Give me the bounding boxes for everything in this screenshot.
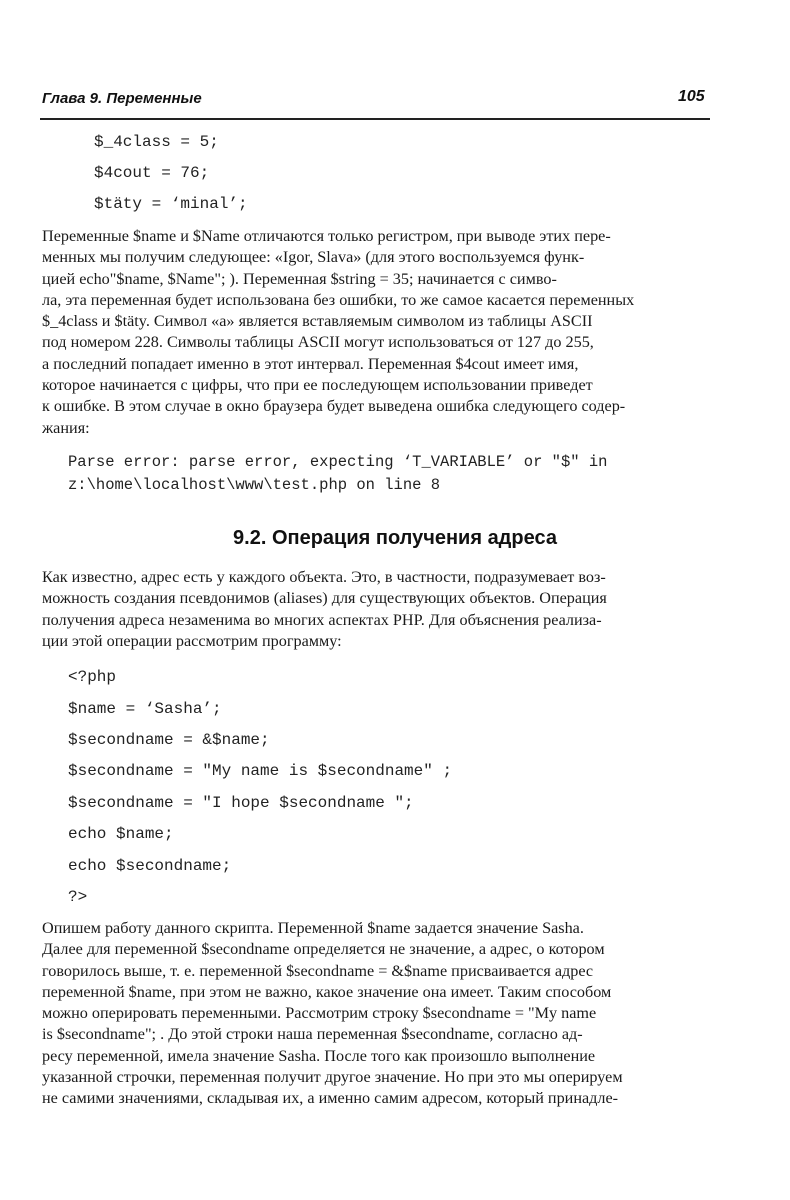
text-line: под номером 228. Символы таблицы ASCII могут использоваться от 127 до 255,: [42, 333, 594, 352]
code-line: $secondname = &$name;: [68, 731, 270, 749]
code-line: Parse error: parse error, expecting ‘T_VARIABLE’ or "$" in: [68, 453, 608, 471]
text-line: а последний попадает именно в этот интервал. Переменная $4cout имеет имя,: [42, 354, 579, 373]
text-line: ла, эта переменная будет использована без ошибки, то же самое касается переменных: [42, 290, 635, 309]
page-header: [0, 0, 790, 130]
paragraph-variables: [42, 226, 712, 439]
code-line: <?php: [68, 668, 117, 686]
text-line: переменной $name, при этом не важно, какое значение она имеет. Таким способом: [42, 982, 612, 1001]
page-number: 105: [678, 88, 705, 105]
text-line: получения адреса незаменима во многих аспектах PHP. Для объяснения реализа-: [42, 610, 602, 629]
text-line: Опишем работу данного скрипта. Переменной $name задается значение Sasha.: [42, 919, 584, 937]
paragraph-address-intro: [42, 567, 712, 652]
text-line: говорилось выше, т. е. переменной $secondname = &$name присваивается адрес: [42, 961, 594, 980]
text-line: указанной строчки, переменная получит другое значение. Но при это мы оперируем: [42, 1068, 623, 1087]
code-line: $täty = ‘minal’;: [94, 195, 248, 213]
code-line: echo $name;: [68, 825, 174, 843]
text-line: менных мы получим следующее: «Igor, Slava» (для этого воспользуемся функ-: [42, 248, 585, 267]
paragraph-script-description: [42, 918, 712, 1110]
text-line: Как известно, адрес есть у каждого объекта. Это, в частности, подразумевает воз-: [42, 568, 606, 586]
code-line: $4cout = 76;: [94, 164, 210, 182]
code-line: $name = ‘Sasha’;: [68, 700, 222, 718]
text-line: которое начинается с цифры, что при ее последующем использовании приведет: [42, 376, 593, 395]
text-line: жания:: [42, 418, 90, 437]
header-rule: [40, 118, 710, 120]
text-line: цией echo"$name, $Name"; ). Переменная $string = 35; начинается с симво-: [42, 269, 557, 288]
text-line: Далее для переменной $secondname определяется не значение, а адрес, о котором: [42, 940, 605, 959]
text-line: можность создания псевдонимов (aliases) для существующих объектов. Операция: [42, 589, 607, 608]
text-line: к ошибке. В этом случае в окно браузера будет выведена ошибка следующего содер-: [42, 397, 626, 416]
text-line: ресу переменной, имела значение Sasha. После того как произошло выполнение: [42, 1046, 596, 1065]
text-line: is $secondname"; . До этой строки наша переменная $secondname, согласно ад-: [42, 1025, 583, 1044]
code-line: $secondname = "My name is $secondname" ;: [68, 762, 453, 780]
text-line: можно оперировать переменными. Рассмотрим строку $secondname = "My name: [42, 1004, 597, 1023]
code-line: $_4class = 5;: [94, 133, 219, 151]
code-line: echo $secondname;: [68, 857, 232, 875]
error-message-block: [68, 451, 608, 497]
section-heading: 9.2. Операция получения адреса: [233, 527, 557, 549]
running-head: Глава 9. Переменные: [42, 90, 202, 107]
code-line: z:\home\localhost\www\test.php on line 8: [68, 476, 441, 494]
text-line: не самими значениями, складывая их, а именно самим адресом, который принадле-: [42, 1089, 619, 1108]
text-line: Переменные $name и $Name отличаются только регистром, при выводе этих пере-: [42, 227, 611, 245]
code-line: $secondname = "I hope $secondname ";: [68, 794, 414, 812]
code-line: ?>: [68, 888, 88, 906]
text-line: $_4class и $täty. Символ «а» является вставляемым символом из таблицы ASCII: [42, 312, 593, 331]
text-line: ции этой операции рассмотрим программу:: [42, 631, 342, 650]
